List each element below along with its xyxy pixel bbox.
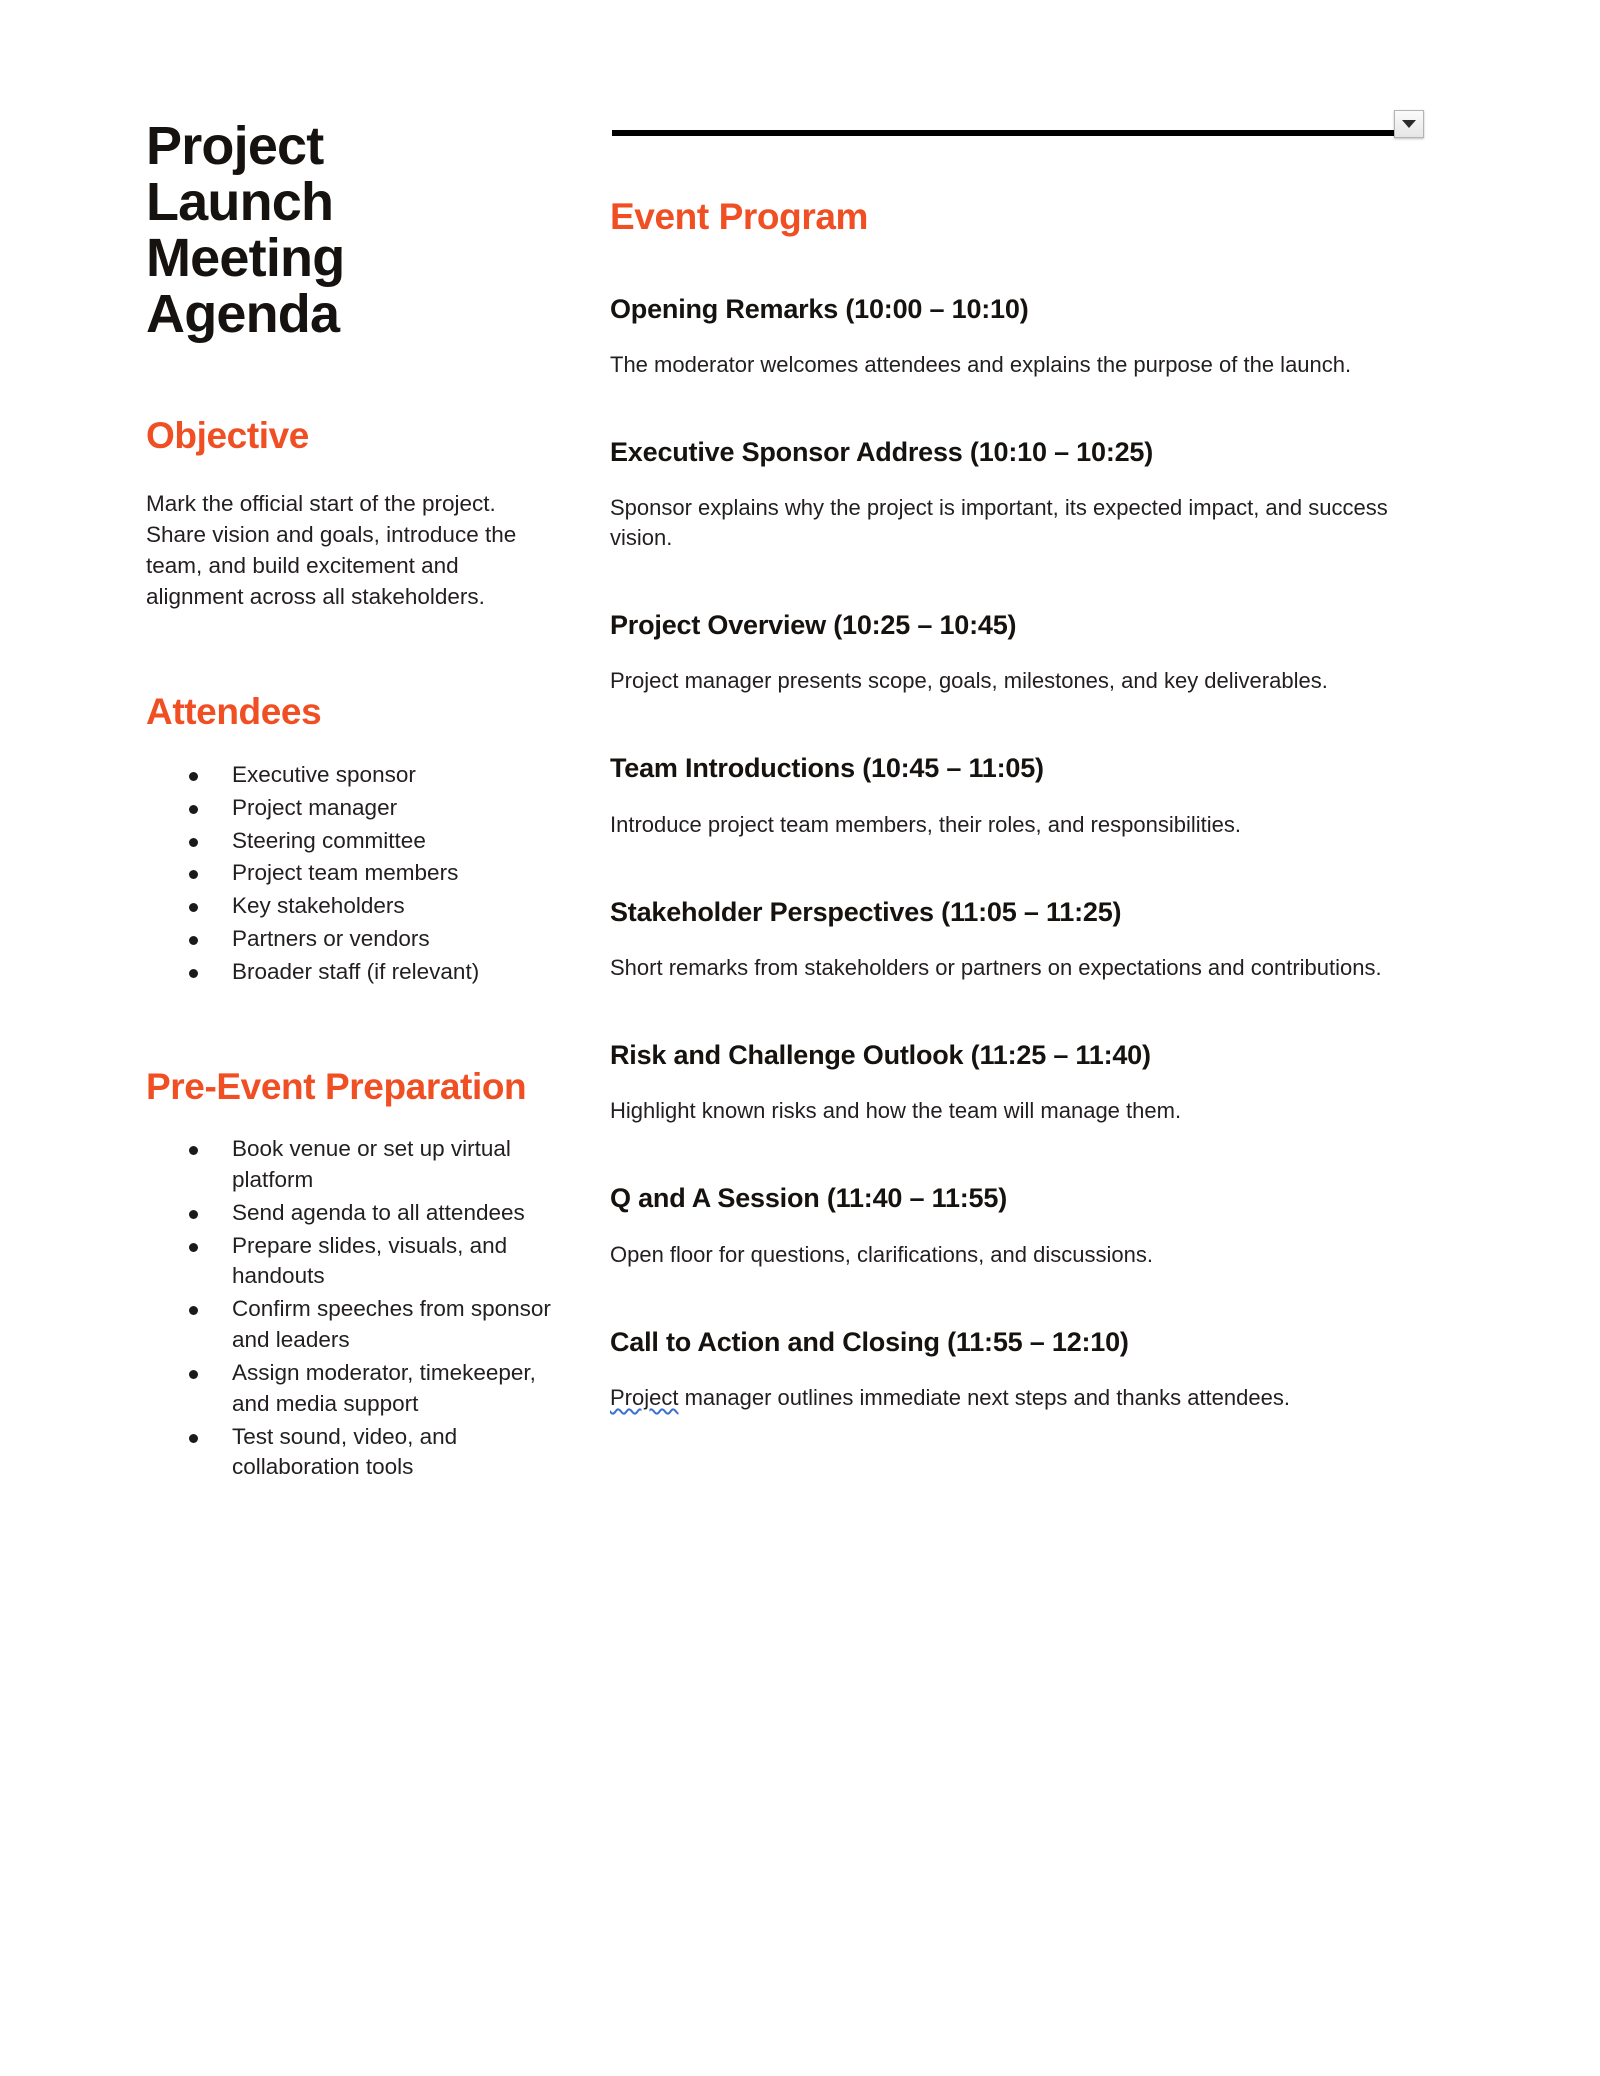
program-item-description: Sponsor explains why the project is important, its expected impact, and success vision. (610, 495, 1388, 551)
objective-text: Mark the official start of the project. Share vision and goals, introduce the team, and build excitement and alignment across all stakeholders. (146, 491, 517, 609)
program-item-description: The moderator welcomes attendees and explains the purpose of the launch. (610, 351, 1352, 377)
right-column (610, 196, 1426, 1413)
list-item: Send agenda to all attendees (182, 1198, 578, 1229)
section-heading-event-program: Event Program (610, 196, 868, 237)
list-item: Prepare slides, visuals, and handouts (182, 1231, 578, 1293)
page-title: Project Launch Meeting Agenda (146, 116, 345, 345)
list-item: Confirm speeches from sponsor and leaders (182, 1294, 578, 1356)
program-item-title: Risk and Challenge Outlook (11:25 – 11:40) (610, 1039, 1151, 1070)
list-item: Steering committee (182, 826, 586, 857)
chevron-down-icon[interactable] (1394, 110, 1424, 138)
horizontal-rule (612, 130, 1402, 136)
program-item-description (610, 1383, 1410, 1413)
section-heading-attendees: Attendees (146, 691, 322, 733)
spellcheck-flagged-word[interactable]: Project (610, 1384, 679, 1410)
program-item-title: Executive Sponsor Address (10:10 – 10:25) (610, 436, 1154, 467)
list-item: Project manager (182, 793, 586, 824)
list-item: Test sound, video, and collaboration tools (182, 1422, 578, 1484)
section-heading-pre-event-preparation: Pre-Event Preparation (146, 1065, 527, 1107)
list-item: Book venue or set up virtual platform (182, 1134, 578, 1196)
program-item-description: Introduce project team members, their roles, and responsibilities. (610, 811, 1241, 837)
chevron-down-glyph (1402, 120, 1416, 128)
list-item: Key stakeholders (182, 891, 586, 922)
program-item-title: Team Introductions (10:45 – 11:05) (610, 753, 1044, 784)
preparation-list (146, 1134, 586, 1483)
attendees-list (146, 760, 586, 988)
program-item-description: Project manager presents scope, goals, milestones, and key deliverables. (610, 668, 1328, 694)
program-item-description: Highlight known risks and how the team will manage them. (610, 1098, 1182, 1124)
program-item-description-rest: manager outlines immediate next steps and thanks attendees. (678, 1384, 1290, 1410)
list-item: Executive sponsor (182, 760, 586, 791)
list-item: Project team members (182, 858, 586, 889)
program-item-title: Project Overview (10:25 – 10:45) (610, 610, 1017, 641)
header-rule-container (612, 118, 1412, 158)
section-heading-objective: Objective (146, 414, 309, 456)
program-item-description: Short remarks from stakeholders or partners on expectations and contributions. (610, 955, 1382, 981)
list-item: Broader staff (if relevant) (182, 957, 586, 988)
program-item-title: Call to Action and Closing (11:55 – 12:10) (610, 1326, 1129, 1357)
program-item-title: Q and A Session (11:40 – 11:55) (610, 1183, 1007, 1214)
program-item-title: Stakeholder Perspectives (11:05 – 11:25) (610, 896, 1122, 927)
list-item: Assign moderator, timekeeper, and media support (182, 1358, 578, 1420)
list-item: Partners or vendors (182, 924, 586, 955)
program-item-description: Open floor for questions, clarifications, and discussions. (610, 1241, 1153, 1267)
left-column (146, 118, 586, 1485)
program-item-title: Opening Remarks (10:00 – 10:10) (610, 293, 1029, 324)
